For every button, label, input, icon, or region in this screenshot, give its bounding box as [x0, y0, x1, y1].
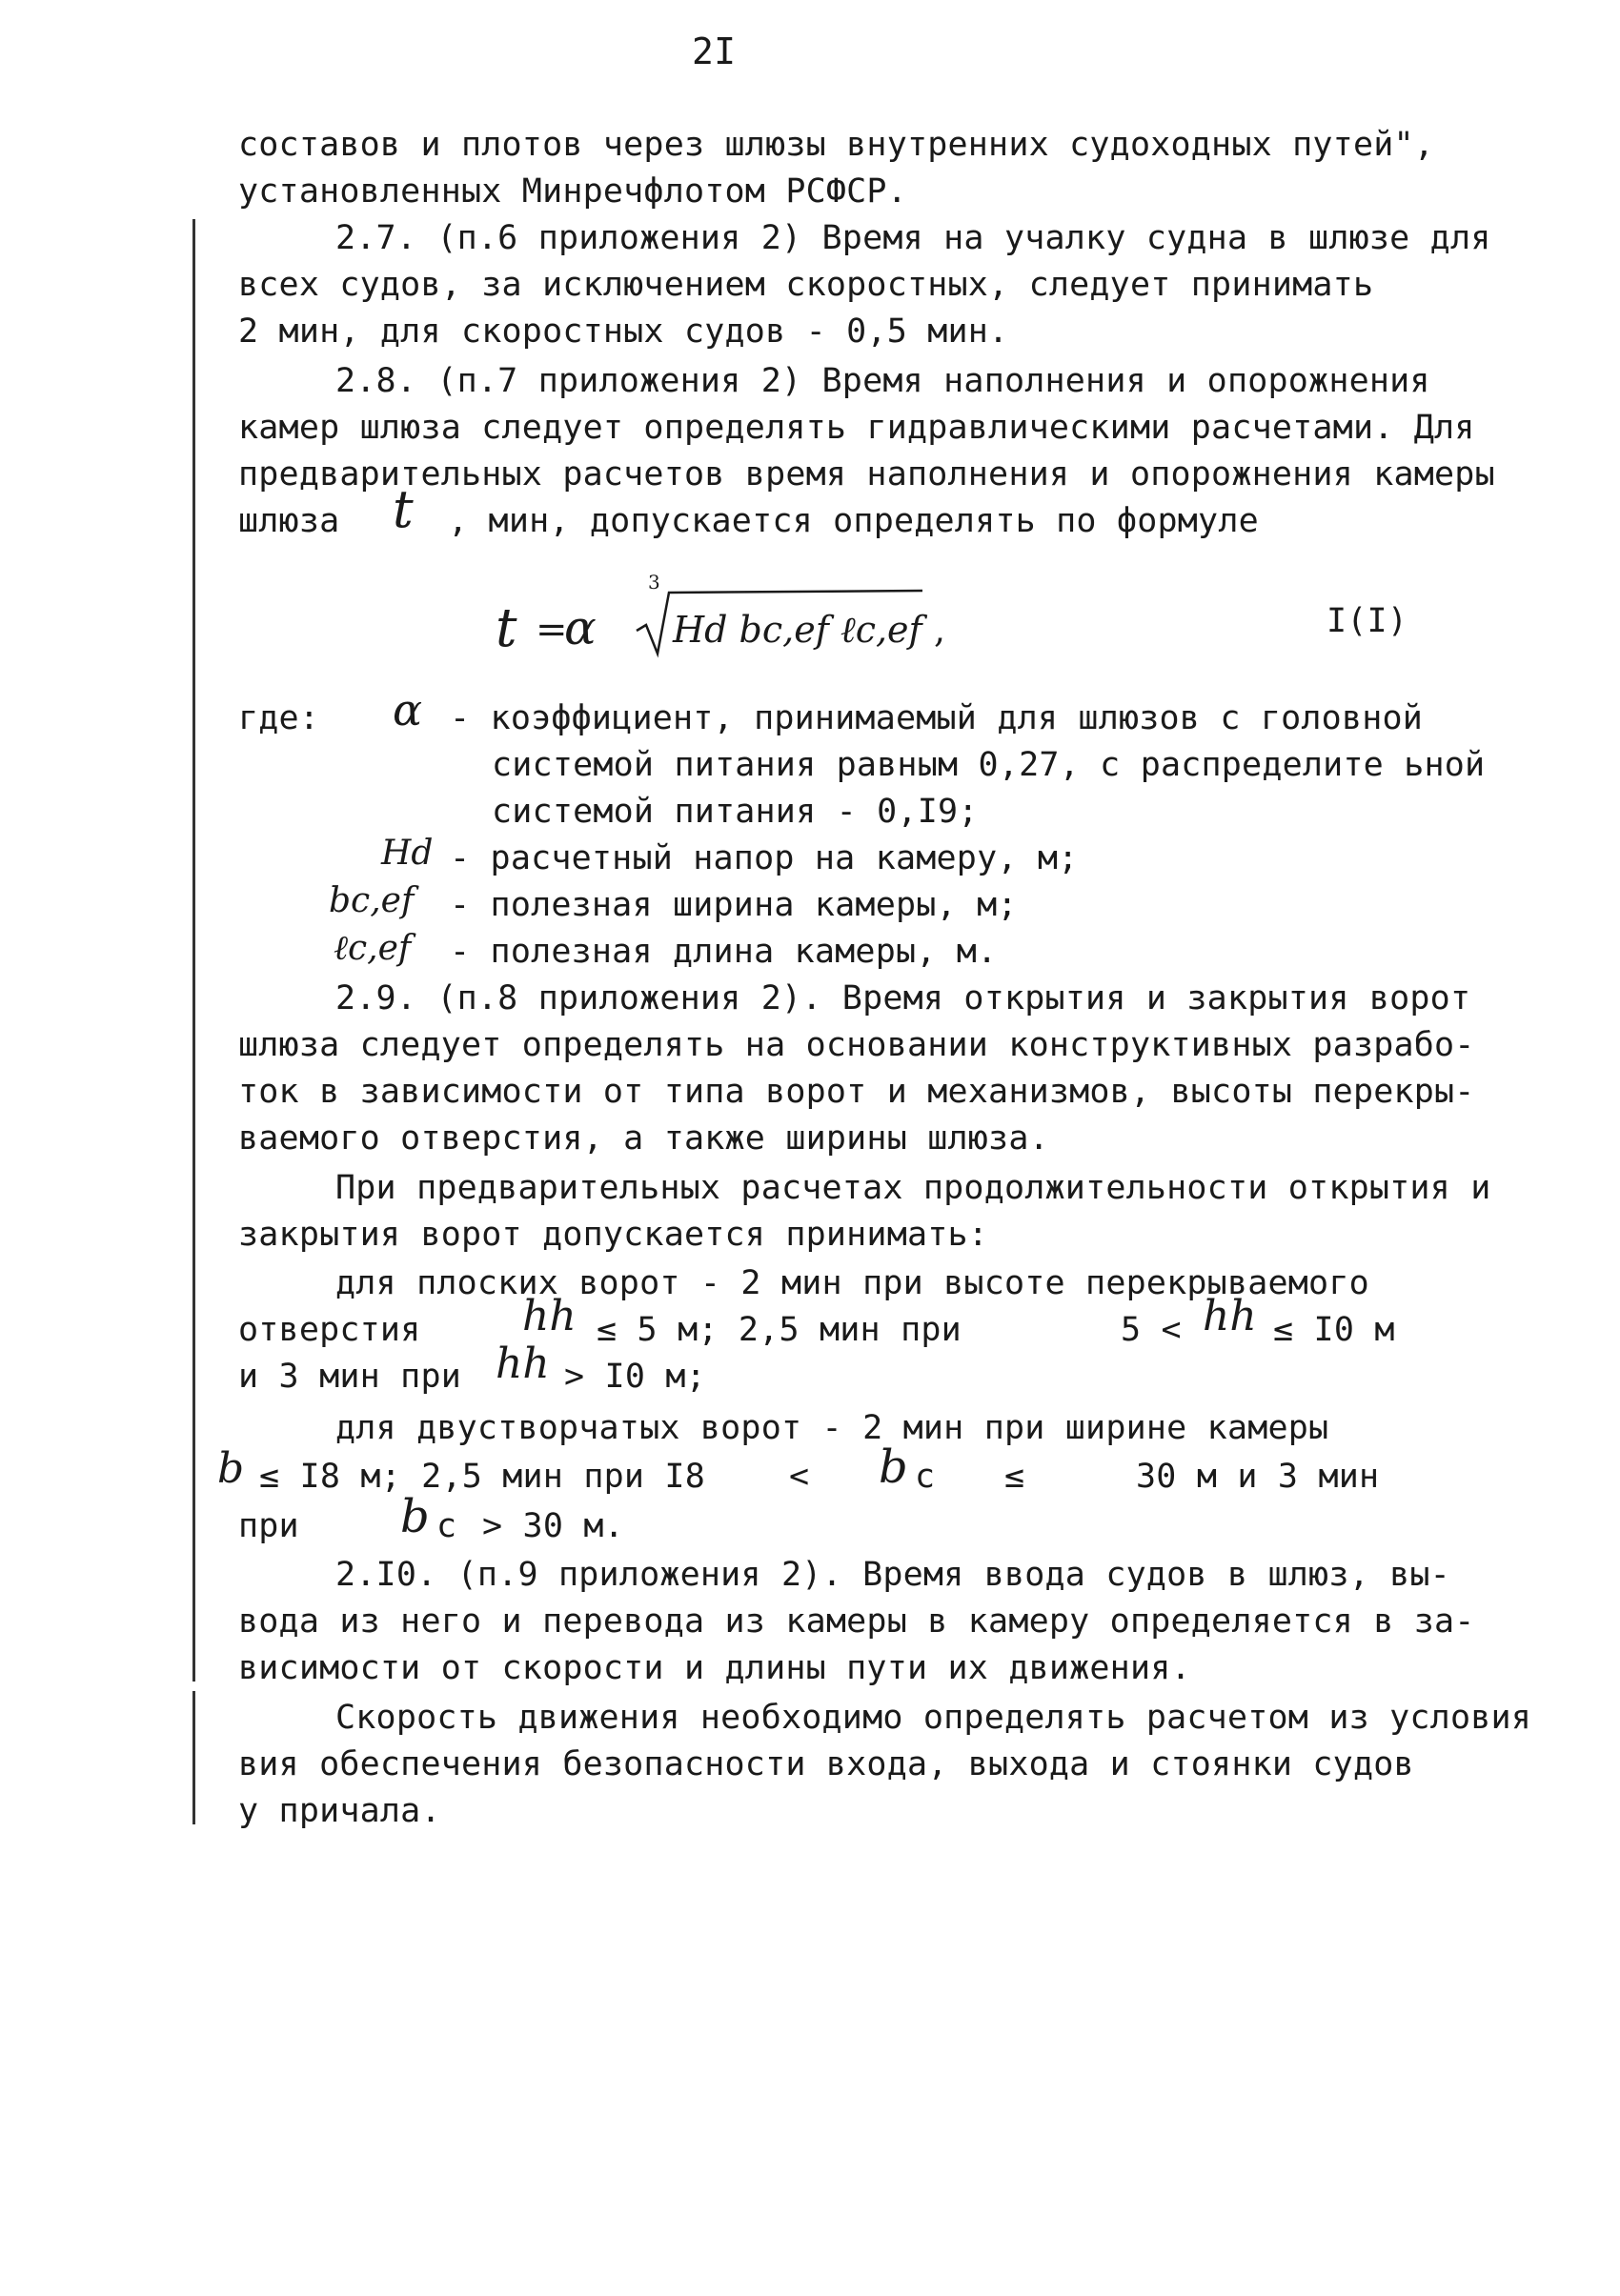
text-line: 2.7. (п.6 приложения 2) Время на учалку судна в шлюзе для [335, 219, 1491, 257]
text-line: > 30 м. [482, 1507, 624, 1545]
text-line: ≤ I8 м; 2,5 мин при I8 [259, 1458, 705, 1496]
text-line: системой питания - 0,I9; [492, 793, 979, 831]
text-line: у причала. [238, 1792, 441, 1830]
handwritten-variable: hh [496, 1339, 550, 1388]
text-line: составов и плотов через шлюзы внутренних судоходных путей", [238, 126, 1435, 164]
text-line: шлюза [238, 502, 340, 540]
text-line: шлюза следует определять на основании конструктивных разрабо- [238, 1026, 1475, 1064]
handwritten-variable: hh [522, 1292, 577, 1340]
text-line: - коэффициент, принимаемый для шлюзов с головной [450, 699, 1424, 737]
text-line: При предварительных расчетах продолжительности открытия и [335, 1169, 1491, 1207]
handwritten-variable: t [393, 479, 414, 539]
text-line: при [238, 1507, 299, 1545]
text-line: отверстия [238, 1311, 421, 1349]
text-line: - расчетный напор на камеру, м; [450, 839, 1079, 877]
text-line: Скорость движения необходимо определять расчетом из условия [335, 1699, 1532, 1737]
text-line: c [915, 1458, 936, 1496]
text-line: c [436, 1507, 457, 1545]
handwritten-variable: α [393, 684, 423, 735]
text-line: ≤ 5 м; 2,5 мин при [597, 1311, 962, 1349]
formula [496, 572, 972, 676]
text-line: ваемого отверстия, а также ширины шлюза. [238, 1119, 1049, 1158]
text-line: висимости от скорости и длины пути их движения. [238, 1649, 1191, 1687]
text-line: системой питания равным 0,27, с распределите ьной [492, 746, 1486, 784]
text-line: всех судов, за исключением скоростных, следует принимать [238, 266, 1374, 304]
text-line: установленных Минречфлотом РСФСР. [238, 172, 907, 211]
formula-graphic [496, 572, 972, 676]
text-line: 2 мин, для скоростных судов - 0,5 мин. [238, 312, 1009, 351]
text-line: предварительных расчетов время наполнения и опорожнения камеры [238, 455, 1495, 493]
text-line: для плоских ворот - 2 мин при высоте перекрываемого [335, 1264, 1369, 1302]
text-line: вия обеспечения безопасности входа, выхода и стоянки судов [238, 1745, 1414, 1783]
text-line: вода из него и перевода из камеры в камеру определяется в за- [238, 1602, 1475, 1641]
handwritten-variable: b [879, 1440, 908, 1494]
root-index: 3 [648, 572, 660, 594]
text-line: 2.8. (п.7 приложения 2) Время наполнения и опорожнения [335, 362, 1430, 400]
handwritten-variable: ℓc,ef [334, 929, 412, 968]
text-line: < [789, 1458, 810, 1496]
formula-alpha: α [564, 600, 597, 655]
text-line: и 3 мин при [238, 1358, 461, 1396]
formula-lhs: t [496, 597, 517, 659]
handwritten-variable: Hd [381, 834, 434, 873]
formula-radicand: Hd bc,ef ℓc,ef [673, 609, 922, 651]
text-line: 5 < [1121, 1311, 1182, 1349]
formula-equals: = [536, 608, 568, 652]
handwritten-variable: b [400, 1490, 430, 1543]
text-line: 2.I0. (п.9 приложения 2). Время ввода судов в шлюз, вы- [335, 1556, 1450, 1594]
text-line: 2.9. (п.8 приложения 2). Время открытия и закрытия ворот [335, 979, 1471, 1017]
text-line: - полезная длина камеры, м. [450, 933, 998, 971]
margin-revision-bar [192, 1691, 195, 1824]
handwritten-variable: hh [1203, 1292, 1257, 1340]
handwritten-variable: b [217, 1444, 245, 1493]
text-line: ≤ [1004, 1458, 1025, 1496]
text-line: > I0 м; [564, 1358, 706, 1396]
margin-revision-bar [192, 219, 195, 1682]
text-line: камер шлюза следует определять гидравлическими расчетами. Для [238, 409, 1475, 447]
text-line: , мин, допускается определять по формуле [448, 502, 1259, 540]
text-line: ток в зависимости от типа ворот и механизмов, высоты перекры- [238, 1073, 1475, 1111]
handwritten-variable: bc,ef [329, 881, 415, 920]
text-line: для двустворчатых ворот - 2 мин при ширине камеры [335, 1409, 1329, 1447]
formula-comma: , [934, 609, 946, 651]
text-line: где: [238, 699, 320, 737]
text-line: 30 м и 3 мин [1136, 1458, 1380, 1496]
text-line: закрытия ворот допускается принимать: [238, 1216, 989, 1254]
text-line: ≤ I0 м [1273, 1311, 1395, 1349]
formula-number: I(I) [1326, 602, 1408, 640]
text-line: - полезная ширина камеры, м; [450, 886, 1018, 924]
page-number: 2I [692, 30, 737, 72]
